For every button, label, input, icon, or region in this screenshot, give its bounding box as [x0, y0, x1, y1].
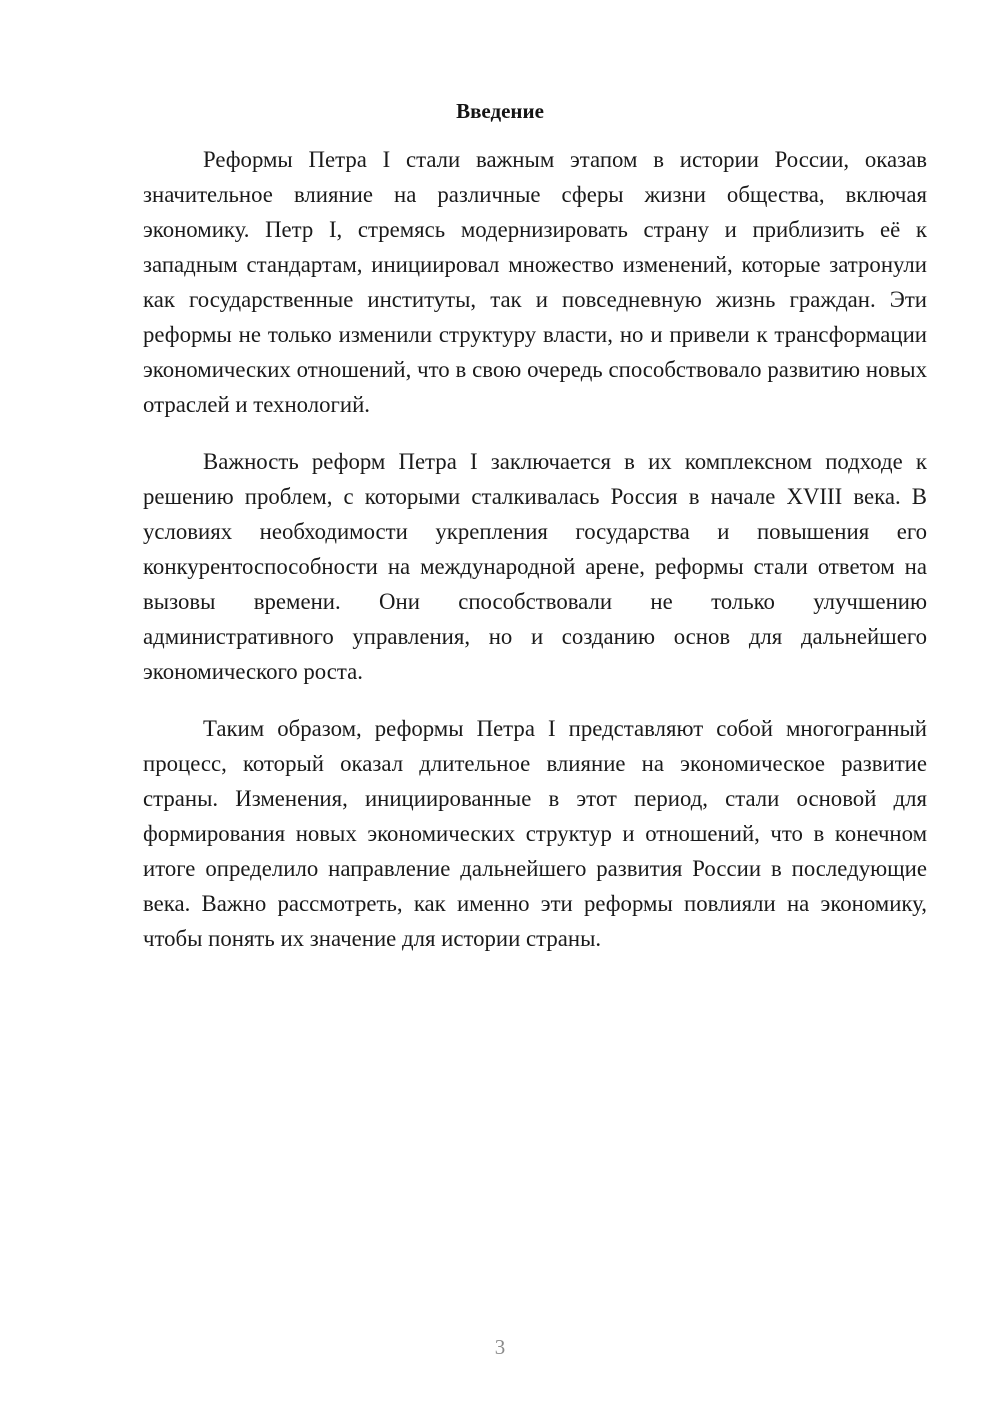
- paragraph-1: Реформы Петра I стали важным этапом в истории России, оказав значительное влияние на различные сферы жизни общества, включая экономику. Петр I, стремясь модернизировать страну и приблизить её к западным стандартам, инициировал множество изменений, которые затронули как государственные институты, так и повседневную жизнь граждан. Эти реформы не только изменили структуру власти, но и привели к трансформации экономических отношений, что в свою очередь способствовало развитию новых отраслей и технологий.: [143, 147, 927, 417]
- paragraph-2: Важность реформ Петра I заключается в их комплексном подходе к решению проблем, с которыми сталкивалась Россия в начале XVIII века. В условиях необходимости укрепления государства и повышения его конкурентоспособности на международной арене, реформы стали ответом на вызовы времени. Они способствовали не только улучшению административного управления, но и созданию основ для дальнейшего экономического роста.: [143, 449, 927, 684]
- paragraph-3: Таким образом, реформы Петра I представляют собой многогранный процесс, который оказал длительное влияние на экономическое развитие страны. Изменения, инициированные в этот период, стали основой для формирования новых экономических структур и отношений, что в конечном итоге определило направление дальнейшего развития России в последующие века. Важно рассмотреть, как именно эти реформы повлияли на экономику, чтобы понять их значение для истории страны.: [143, 716, 927, 951]
- document-body: [143, 142, 927, 978]
- page-title: Введение: [456, 99, 544, 123]
- page-number: 3: [494, 1335, 506, 1359]
